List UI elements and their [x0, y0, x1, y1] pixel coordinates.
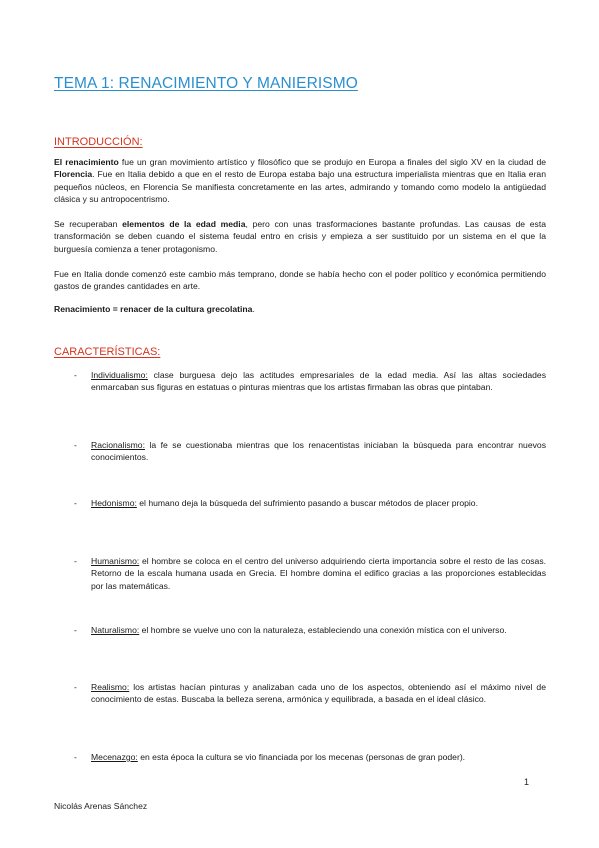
intro-text: . Fue en Italia debido a que en el resto de Europa estaba bajo una estructura imperialista mientras que en Italia eran pequeños núcleos, en Florencia Se manifiesta concretamente en las artes, admirando y tomando como modelo la antigüedad clásica y su antropocentrismo.: [54, 169, 546, 205]
list-item-humanismo: [74, 555, 546, 592]
document-title: TEMA 1: RENACIMIENTO Y MANIERISMO: [54, 75, 358, 92]
list-item-individualismo: [74, 369, 546, 394]
intro-text: Se recuperaban: [54, 219, 123, 229]
list-item-body: [91, 555, 546, 592]
list-item-body: [91, 681, 546, 706]
list-item-text: los artistas hacían pinturas y analizaban cada uno de los aspectos, obteniendo así el máximo nivel de conocimiento de estas. Buscaba la belleza serena, armónica y equilibrada, a basada en el ideal clásico.: [91, 682, 546, 705]
list-item-term: Individualismo:: [91, 370, 148, 380]
intro-paragraph-2: [54, 218, 546, 255]
list-item-term: Realismo:: [91, 682, 130, 692]
list-item-term: Racionalismo:: [91, 440, 145, 450]
list-dash: -: [74, 498, 77, 508]
intro-text: .: [252, 304, 255, 314]
intro-text: fue un gran movimiento artístico y filosófico que se produjo en Europa a finales del siglo XV en la ciudad de: [118, 157, 547, 167]
intro-paragraph-3: Fue en Italia donde comenzó este cambio más temprano, donde se había hecho con el poder político y económica permitiendo gastos de grandes cantidades en arte.: [54, 269, 546, 292]
list-dash: -: [74, 370, 77, 380]
intro-bold-definition: Renacimiento = renacer de la cultura grecolatina: [54, 304, 253, 314]
list-item-text: el hombre se vuelve uno con la naturaleza, estableciendo una conexión mística con el universo.: [139, 625, 507, 635]
intro-bold-florencia: Florencia: [54, 169, 93, 180]
list-dash: -: [74, 682, 77, 692]
intro-heading: INTRODUCCIÓN:: [54, 136, 143, 148]
list-item-text: el humano deja la búsqueda del sufrimiento pasando a buscar métodos de placer propio.: [136, 498, 478, 508]
page-number: 1: [524, 777, 530, 787]
list-item-term: Mecenazgo:: [91, 752, 138, 762]
list-item-text: el hombre se coloca en el centro del universo adquiriendo cierta importancia sobre el resto de las cosas. Retorno de la escala humana usada en Grecia. El hombre domina el edifico gracias a las proporciones establecidas por las matemáticas.: [91, 556, 546, 591]
list-dash: -: [74, 625, 77, 635]
list-item-term: Naturalismo:: [91, 625, 140, 635]
footer-author: Nicolás Arenas Sánchez: [54, 801, 148, 811]
list-item-body: [91, 497, 546, 509]
list-item-text: la fe se cuestionaba mientras que los renacentistas iniciaban la búsqueda para encontrar nuevos conocimientos.: [91, 440, 546, 463]
intro-text: , pero con unas trasformaciones bastante profundas. Las causas de esta transformación se deben cuando el sistema feudal entro en crisis y empieza a ser sustituido por un sistema en el que la burguesía comienza a tener protagonismo.: [54, 219, 546, 254]
intro-paragraph-4: [54, 303, 546, 315]
list-item-text: en esta época la cultura se vio financiada por los mecenas (personas de gran poder).: [137, 752, 466, 762]
characteristics-heading: CARACTERÍSTICAS:: [54, 346, 161, 358]
list-item-naturalismo: [74, 624, 546, 636]
intro-bold-edad-media: elementos de la edad media: [122, 219, 246, 229]
intro-paragraph-1: [54, 156, 546, 206]
list-item-mecenazgo: [74, 751, 546, 763]
list-dash: -: [74, 440, 77, 450]
list-item-body: [91, 439, 546, 464]
list-item-text: clase burguesa dejo las actitudes empresariales de la edad media. Así las altas sociedades enmarcaban sus figuras en estatuas o pinturas mientras que los artistas firmaban las obras que pintaban.: [91, 370, 546, 393]
list-item-term: Humanismo:: [91, 556, 140, 566]
list-item-body: [91, 624, 546, 636]
list-item-body: [91, 369, 546, 394]
list-item-term: Hedonismo:: [91, 498, 137, 508]
list-item-racionalismo: [74, 439, 546, 464]
list-item-realismo: [74, 681, 546, 706]
list-dash: -: [74, 752, 77, 762]
list-item-hedonismo: [74, 497, 546, 509]
intro-bold-renacimiento: El renacimiento: [54, 157, 119, 167]
list-item-body: [91, 751, 546, 763]
list-dash: -: [74, 556, 77, 566]
